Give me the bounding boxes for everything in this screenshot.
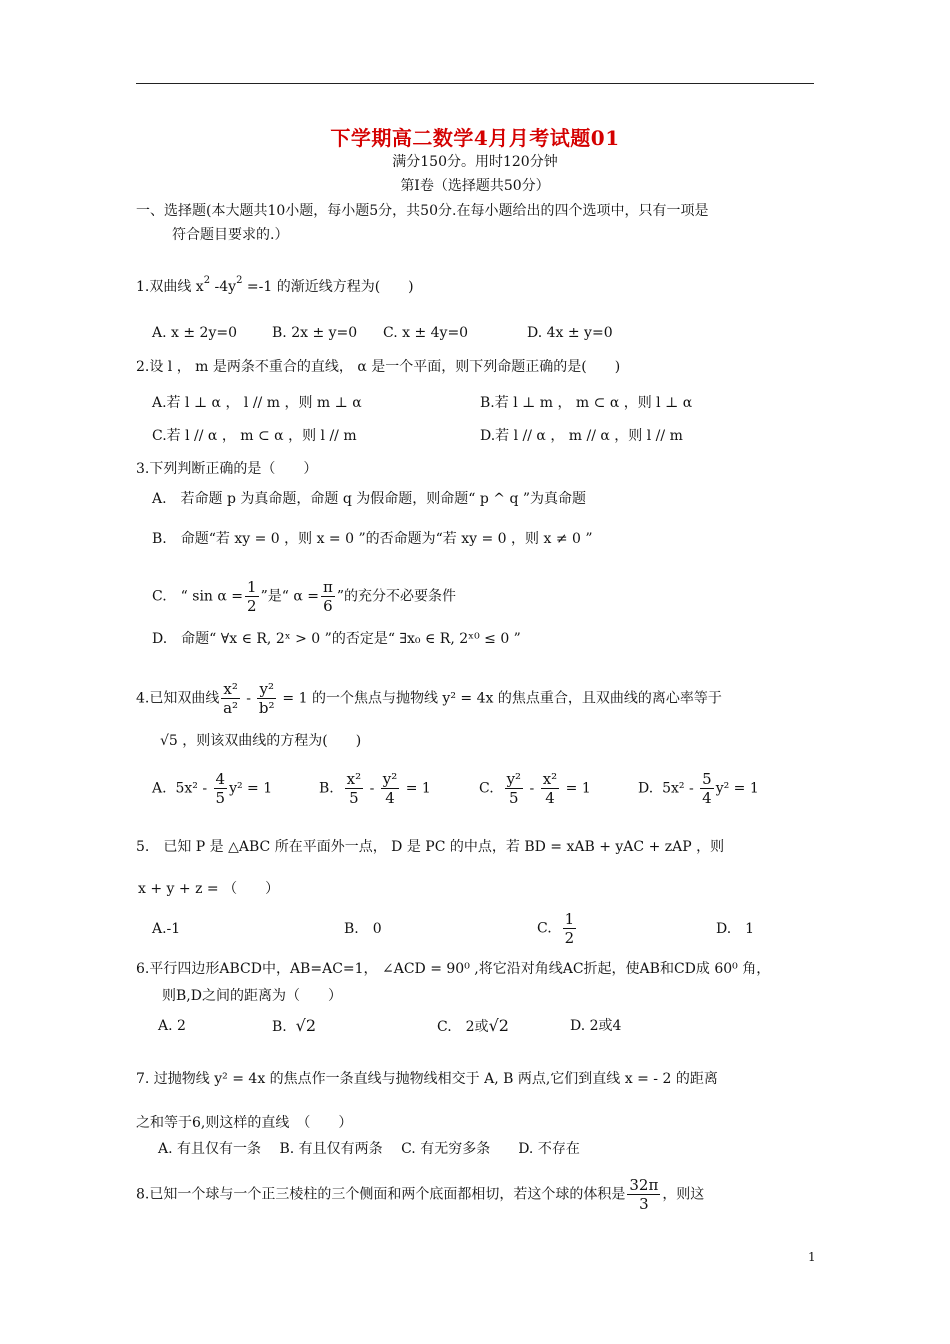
q3-c-pre: C. “ sin α = — [152, 588, 244, 605]
q6-stem: 6.平行四边形ABCD中，AB=AC=1， ∠ACD = 90⁰ ,将它沿对角线AC折起，使AB和CD成 60⁰ 角， — [136, 961, 771, 977]
q3-c-mid: ”是“ α = — [260, 588, 319, 605]
q4-a-den: 5 — [215, 789, 226, 807]
score-time-line: 满分150分。用时120分钟 — [392, 154, 558, 170]
q3-c-num1: 1 — [247, 578, 257, 596]
q4-option-c: C. $\frac{\text{y²}}{5}$ - $\frac{\text{x²}}{4}$ = 1 — [479, 770, 591, 807]
q4-c-tail: = 1 — [561, 780, 591, 797]
q8-num: 32π — [629, 1176, 659, 1194]
q6-c-label: C. 2或 — [437, 1019, 489, 1035]
q3-c-den2: 6 — [323, 597, 333, 615]
q3-c-frac2 — [321, 578, 335, 615]
q6-line2: 则B,D之间的距离为（ ） — [162, 988, 342, 1004]
q7-options: A. 有且仅有一条 B. 有且仅有两条 C. 有无穷多条 D. 不存在 — [158, 1141, 580, 1157]
q4-c-den2: 4 — [545, 789, 555, 807]
q4-line2: √5 ，则该双曲线的方程为( ) — [160, 733, 362, 749]
q5-stem: 5. 已知 P 是 △ABC 所在平面外一点， D 是 PC 的中点，若 BD = xAB + yAC + zAP ，则 — [136, 839, 725, 855]
q5-option-a: A.-1 — [152, 921, 181, 937]
header-rule — [136, 83, 814, 84]
q3-c-frac1 — [245, 578, 259, 615]
q4-b-num2: y² — [382, 770, 398, 788]
q4-option-a — [152, 770, 272, 807]
q4-c-num2: x² — [542, 770, 558, 788]
q5-c-frac — [563, 910, 577, 947]
q4-b-den2: 4 — [385, 789, 395, 807]
q5-option-d: D. 1 — [716, 921, 755, 937]
q8-post: ，则这 — [662, 1186, 705, 1203]
q4-stem — [136, 680, 722, 717]
q5-c-label: C. — [537, 920, 552, 937]
q4-d-tail: y² = 1 — [715, 780, 759, 797]
q4-a-label: A. — [152, 780, 167, 797]
q4-d-frac — [700, 770, 714, 807]
q6-b-value: √2 — [295, 1016, 317, 1035]
q3-option-c — [152, 578, 456, 615]
q1-option-b: B. 2x ± y=0 — [272, 325, 358, 341]
q4-b-frac2 — [381, 770, 400, 807]
q6-c-value: √2 — [488, 1016, 509, 1035]
q3-c-post: ”的充分不必要条件 — [336, 588, 457, 605]
q8-den: 3 — [639, 1195, 649, 1213]
q2-stem: 2.设 l ， m 是两条不重合的直线， α 是一个平面，则下列命题正确的是( ) — [136, 359, 621, 375]
exam-title: 下学期高二数学4月月考试题01 — [330, 126, 620, 150]
q4-c-frac2 — [541, 770, 559, 807]
q4-option-b: B. $\frac{\text{x²}}{5}$ - $\frac{\text{y²}}{4}$ = 1 — [319, 770, 431, 807]
q5-line2: x + y + z = （ ） — [138, 881, 280, 897]
q2-option-a: A.若 l ⊥ α ， l // m ，则 m ⊥ α — [152, 395, 362, 411]
q1-exp2: 2 — [236, 275, 243, 286]
q1-stem — [136, 272, 414, 296]
q1-stem-b: -4y — [210, 279, 237, 295]
q8-stem — [136, 1176, 704, 1213]
q7-stem: 7. 过抛物线 y² = 4x 的焦点作一条直线与抛物线相交于 A, B 两点,它们到直线 x = - 2 的距离 — [136, 1071, 718, 1087]
q1-exp1: 2 — [203, 275, 211, 286]
q3-stem: 3.下列判断正确的是（ ） — [136, 461, 318, 477]
q4-b-num1: x² — [346, 770, 362, 788]
q7-line2: 之和等于6,则这样的直线 （ ） — [136, 1115, 353, 1131]
q4-fx-num: x² — [223, 680, 238, 698]
q6-option-b — [272, 1017, 316, 1036]
q4-a-tail: y² = 1 — [229, 780, 273, 797]
q4-d-label: D. — [638, 780, 654, 797]
page-number: 1 — [808, 1250, 816, 1264]
q8-frac — [627, 1176, 660, 1213]
q4-a-frac — [214, 770, 228, 807]
q4-b-tail: = 1 — [401, 780, 431, 797]
q4-c-frac1 — [505, 770, 524, 807]
q4-fy-den: b² — [258, 699, 275, 717]
q6-option-a: A. 2 — [158, 1018, 186, 1034]
volume-heading: 第Ⅰ卷（选择题共50分） — [400, 178, 550, 194]
q3-option-d: D. 命题“ ∀x ∈ R, 2ˣ > 0 ”的否定是“ ∃x₀ ∈ R, 2ˣ⁰ ≤ 0 ” — [152, 631, 521, 647]
q6-option-d: D. 2或4 — [570, 1018, 622, 1034]
q4-b-den1: 5 — [349, 789, 359, 807]
q5-option-b: B. 0 — [344, 921, 382, 937]
q4-option-d — [638, 770, 759, 807]
q4-post: = 1 的一个焦点与抛物线 y² = 4x 的焦点重合，且双曲线的离心率等于 — [277, 690, 722, 707]
q1-option-d: D. 4x ± y=0 — [527, 325, 613, 341]
q4-c-den1: 5 — [509, 789, 519, 807]
q4-frac-y — [257, 680, 276, 717]
q4-frac-x — [221, 680, 239, 717]
q2-option-b: B.若 l ⊥ m ， m ⊂ α ，则 l ⊥ α — [480, 395, 693, 411]
q4-fx-den: a² — [223, 699, 239, 717]
q4-b-label: B. — [319, 780, 334, 797]
q4-a-num: 4 — [215, 770, 226, 788]
q1-option-a: A. x ± 2y=0 — [152, 325, 237, 341]
q8-pre: 8.已知一个球与一个正三棱柱的三个侧面和两个底面都相切，若这个球的体积是 — [136, 1186, 626, 1203]
q4-c-num1: y² — [506, 770, 522, 788]
q4-d-num: 5 — [702, 770, 712, 788]
q4-d-den: 4 — [702, 789, 712, 807]
q4-minus: - — [241, 690, 256, 707]
section-instructions-1: 一、选择题(本大题共10小题，每小题5分，共50分.在每小题给出的四个选项中，只有一项是 — [136, 203, 709, 219]
q4-c-label: C. — [479, 780, 494, 797]
q3-option-a: A. 若命题 p 为真命题，命题 q 为假命题，则命题“ p ^ q ”为真命题 — [152, 491, 587, 507]
q5-option-c — [537, 910, 578, 947]
q2-option-c: C.若 l // α ， m ⊂ α ，则 l // m — [152, 428, 357, 444]
q6-b-label: B. — [272, 1019, 287, 1035]
q5-c-den: 2 — [564, 929, 575, 947]
q4-fy-num: y² — [259, 680, 274, 698]
q3-c-den1: 2 — [247, 597, 257, 615]
q6-option-c — [437, 1017, 509, 1036]
q4-b-frac1 — [345, 770, 363, 807]
q4-pre: 4.已知双曲线 — [136, 690, 220, 707]
q5-c-num: 1 — [564, 910, 575, 928]
q2-option-d: D.若 l // α ， m // α ，则 l // m — [480, 428, 683, 444]
q3-option-b: B. 命题“若 xy = 0 ，则 x = 0 ”的否命题为“若 xy = 0 ，则 x ≠ 0 ” — [152, 531, 593, 547]
q1-stem-a: 1.双曲线 x — [136, 279, 204, 295]
q1-stem-c: =-1 的渐近线方程为( ) — [242, 279, 414, 295]
q4-d-eq: 5x² - — [662, 780, 699, 797]
q3-c-num2: π — [323, 578, 333, 596]
section-instructions-2: 符合题目要求的.） — [172, 227, 289, 243]
q1-option-c: C. x ± 4y=0 — [383, 325, 469, 341]
q4-a-eq: 5x² - — [175, 780, 212, 797]
